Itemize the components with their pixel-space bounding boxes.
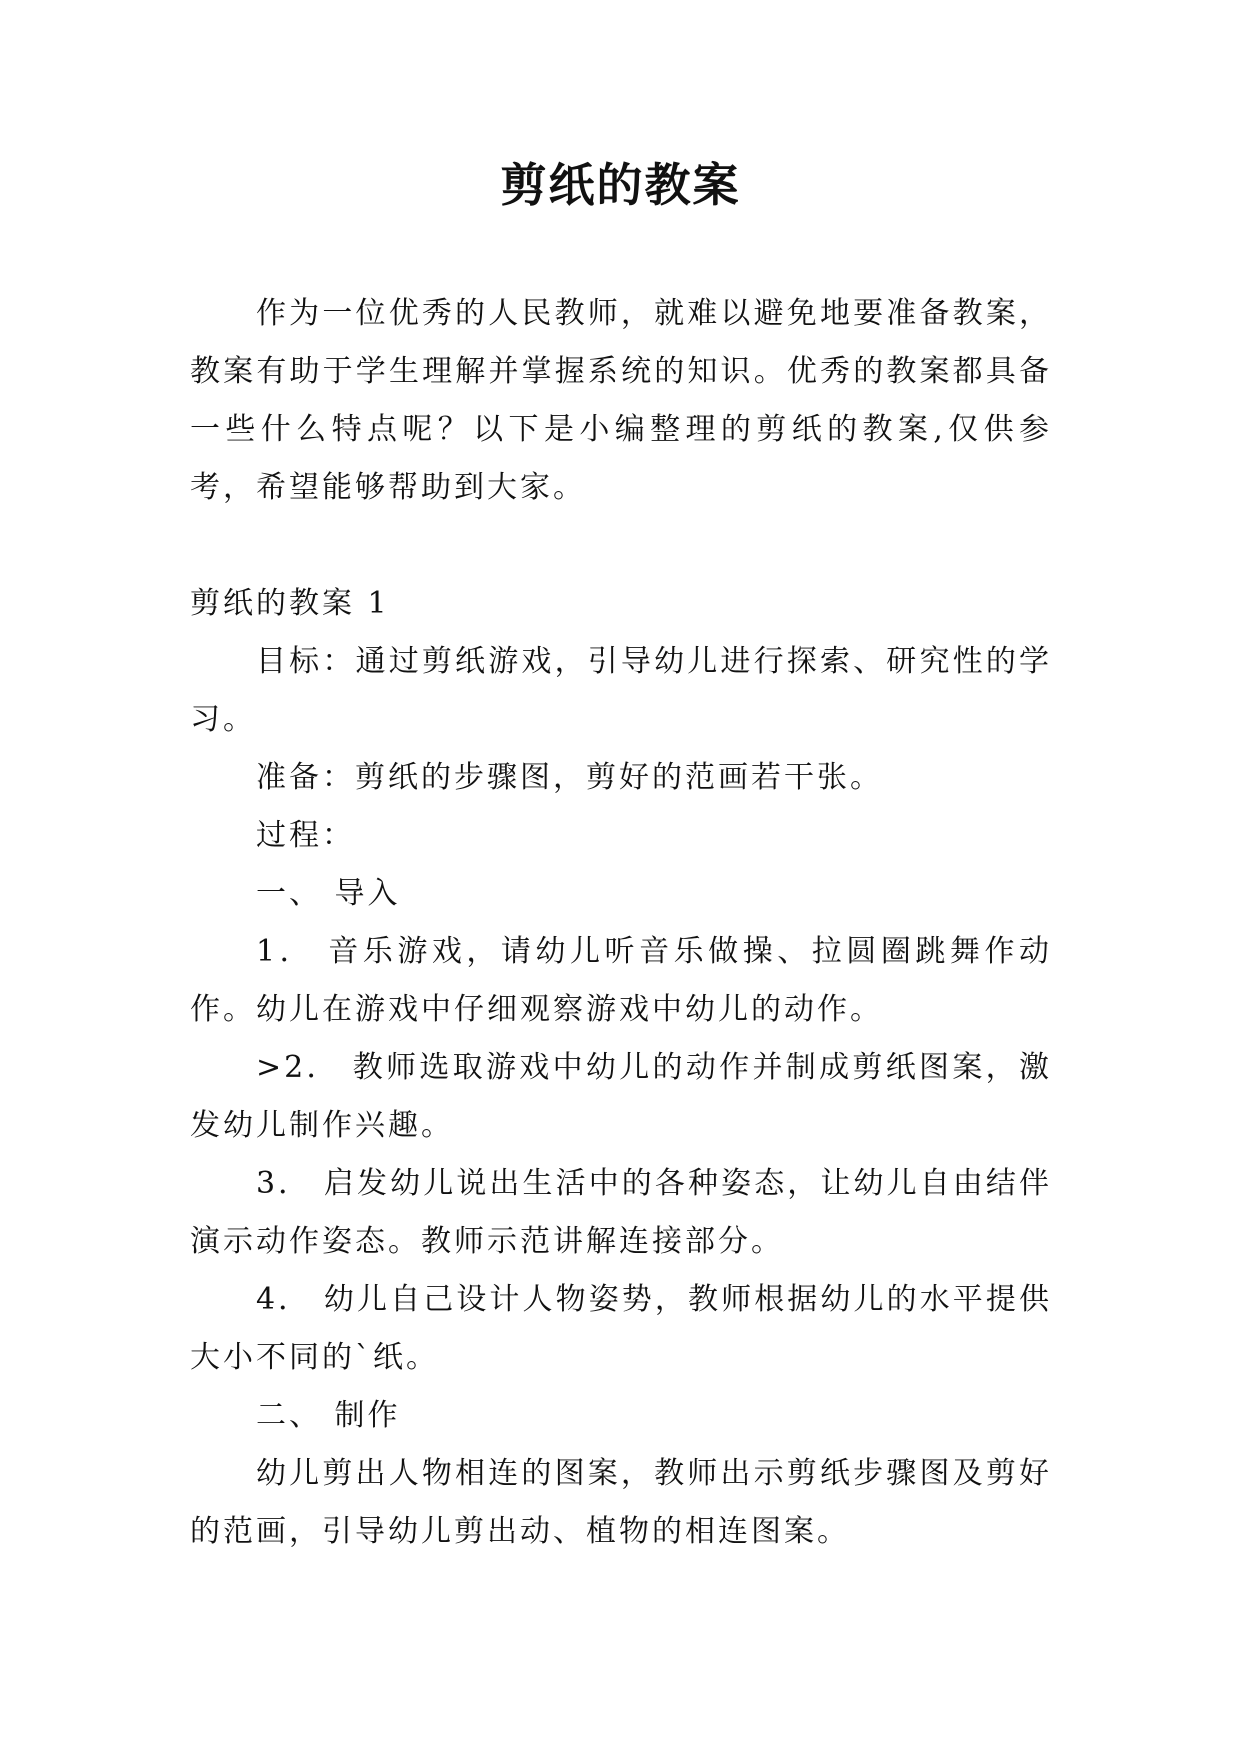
paragraph-preparation: 准备：剪纸的步骤图，剪好的范画若干张。 <box>256 760 883 795</box>
section-heading: 剪纸的教案 1 <box>190 586 390 621</box>
paragraph-item-2: >2． 教师选取游戏中幼儿的动作并制成剪纸图案，激发幼儿制作兴趣。 <box>190 1050 1052 1143</box>
paragraph-item-3: 3． 启发幼儿说出生活中的各种姿态，让幼儿自由结伴演示动作姿态。教师示范讲解连接部分。 <box>190 1166 1052 1259</box>
paragraph-item-1: 1． 音乐游戏，请幼儿听音乐做操、拉圆圈跳舞作动作。幼儿在游戏中仔细观察游戏中幼儿的动作。 <box>190 934 1052 1027</box>
intro-paragraph: 作为一位优秀的人民教师，就难以避免地要准备教案，教案有助于学生理解并掌握系统的知识。优秀的教案都具备一些什么特点呢？以下是小编整理的剪纸的教案,仅供参考，希望能够帮助到大家。 <box>190 296 1052 505</box>
paragraph-step-heading-2: 二、 制作 <box>256 1398 401 1433</box>
paragraph-process: 过程： <box>256 818 355 853</box>
paragraph-step-heading-1: 一、 导入 <box>256 876 401 911</box>
document-body <box>190 285 1052 1561</box>
paragraph-making: 幼儿剪出人物相连的图案，教师出示剪纸步骤图及剪好的范画，引导幼儿剪出动、植物的相连图案。 <box>190 1456 1052 1549</box>
paragraph-goal: 目标：通过剪纸游戏，引导幼儿进行探索、研究性的学习。 <box>190 644 1052 737</box>
document-title: 剪纸的教案 <box>500 158 741 212</box>
paragraph-item-4: 4． 幼儿自己设计人物姿势，教师根据幼儿的水平提供大小不同的`纸。 <box>190 1282 1052 1375</box>
paragraph-spacer <box>190 517 1052 575</box>
